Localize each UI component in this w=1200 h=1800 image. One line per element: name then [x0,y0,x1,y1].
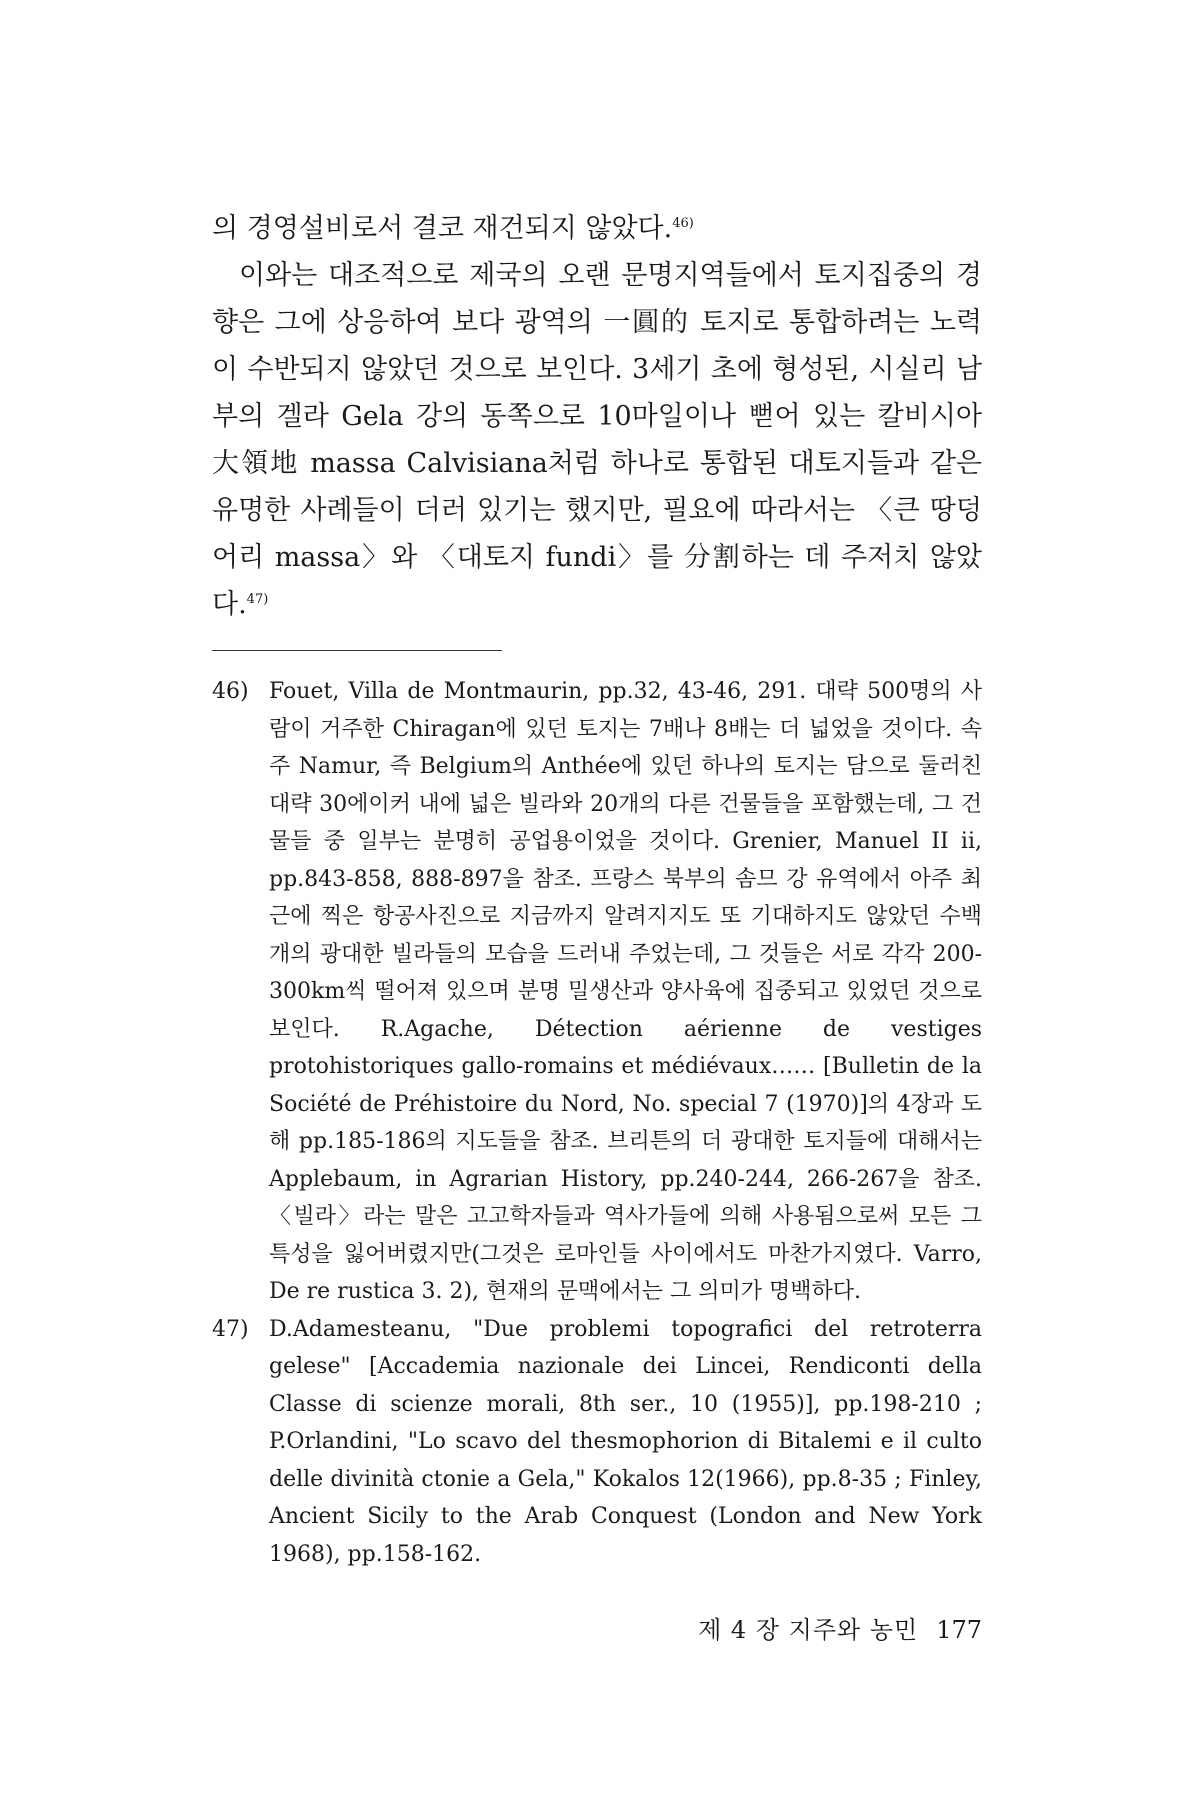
note-ref-47: 47) [246,592,269,607]
page-number: 177 [936,1616,982,1644]
paragraph-2 [212,252,982,628]
page [212,205,982,1573]
footnote-text: D.Adamesteanu, "Due problemi topografici del retroterra gelese" [Accademia nazionale dei Lincei, Rendiconti della Classe di scienze morali, 8th ser., 10 (1955)], pp.198-210 ; P.Orlandini, "Lo scavo del thesmophorion di Bitalemi e il culto delle divinità ctonie a Gela," Kokalos 12(1966), pp.8-35 ; Finley, Ancient Sicily to the Arab Conquest (London and New York 1968), pp.158-162. [269,1316,982,1567]
footnote-46 [212,673,982,1311]
paragraph-1-text: 의 경영설비로서 결코 재건되지 않았다. [212,213,673,244]
page-footer [650,1610,982,1645]
footnote-divider [212,650,502,651]
running-chapter-title: 제 4 장 지주와 농민 [698,1616,919,1644]
footnotes [212,673,982,1573]
body-text [212,205,982,628]
footnote-number: 46) [212,679,249,704]
footnote-number: 47) [212,1316,249,1342]
footnote-text: Fouet, Villa de Montmaurin, pp.32, 43-46, 291. 대략 500명의 사람이 거주한 Chiragan에 있던 토지는 7배나 8배는 더 넓었을 것이다. 속주 Namur, 즉 Belgium의 Anthée에 있던 하나의 토지는 담으로 둘러친 대략 30에이커 내에 넓은 빌라와 20개의 다른 건물들을 포함했는데, 그 건물들 중 일부는 분명히 공업용이었을 것이다. Grenier, Manuel II ii, pp.843-858, 888-897을 참조. 프랑스 북부의 솜므 강 유역에서 아주 최근에 찍은 항공사진으로 지금까지 알려지지도 또 기대하지도 않았던 수백 개의 광대한 빌라들의 모습을 드러내 주었는데, 그 것들은 서로 각각 200-300km씩 떨어져 있으며 분명 밀생산과 양사육에 집중되고 있었던 것으로 보인다. R.Agache, Détection aérienne de vestiges protohistoriques gallo-romains et médiévaux…… [Bulletin de la Société de Préhistoire du Nord, No. special 7 (1970)]의 4장과 도해 pp.185-186의 지도들을 참조. 브리튼의 더 광대한 토지들에 대해서는 Applebaum, in Agrarian History, pp.240-244, 266-267을 참조. 〈빌라〉라는 말은 고고학자들과 역사가들에 의해 사용됨으로써 모든 그 특성을 잃어버렸지만(그것은 로마인들 사이에서도 마찬가지였다. Varro, De re rustica 3. 2), 현재의 문맥에서는 그 의미가 명백하다. [269,679,982,1304]
paragraph-2-text: 이와는 대조적으로 제국의 오랜 문명지역들에서 토지집중의 경향은 그에 상응하여 보다 광역의 一圓的 토지로 통합하려는 노력이 수반되지 않았던 것으로 보인다. 3세기 초에 형성된, 시실리 남부의 겔라 Gela 강의 동쪽으로 10마일이나 뻗어 있는 칼비시아 大領地 massa Calvisiana처럼 하나로 통합된 대토지들과 같은 유명한 사례들이 더러 있기는 했지만, 필요에 따라서는 〈큰 땅덩어리 massa〉와 〈대토지 fundi〉를 分割하는 데 주저치 않았다. [212,260,982,620]
paragraph-1 [212,205,982,252]
note-ref-46: 46) [672,216,694,231]
footnote-47 [212,1311,982,1574]
